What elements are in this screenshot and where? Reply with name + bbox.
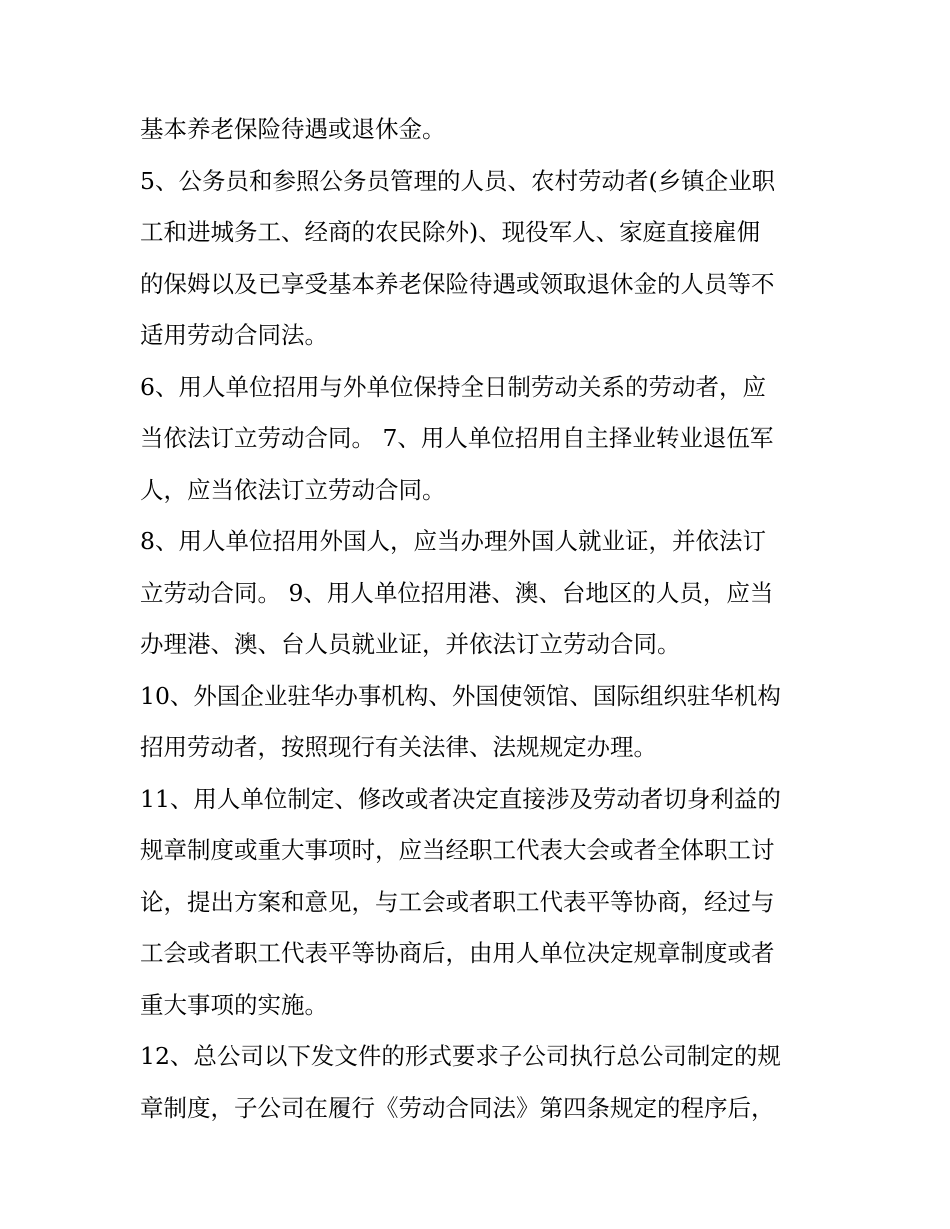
text-line: 论，提出方案和意见，与工会或者职工代表平等协商，经过与 [140, 887, 775, 916]
text-line: 10、外国企业驻华办事机构、外国使领馆、国际组织驻华机构 [140, 681, 781, 710]
text-line: 立劳动合同。 9、用人单位招用港、澳、台地区的人员，应当 [140, 578, 774, 607]
text-line: 的保姆以及已享受基本养老保险待遇或领取退休金的人员等不 [140, 269, 775, 298]
text-line: 重大事项的实施。 [140, 990, 328, 1019]
paragraph-1 [140, 104, 812, 156]
text-line: 11、用人单位制定、修改或者决定直接涉及劳动者切身利益的 [140, 784, 781, 813]
text-line: 当依法订立劳动合同。 7、用人单位招用自主择业转业退伍军 [140, 424, 774, 452]
paragraph-item-12 [140, 1031, 812, 1134]
paragraph-item-5 [140, 156, 812, 362]
text-line: 招用劳动者，按照现行有关法律、法规规定办理。 [140, 733, 657, 761]
text-line: 12、总公司以下发文件的形式要求子公司执行总公司制定的规 [140, 1042, 781, 1070]
text-line: 基本养老保险待遇或退休金。 [140, 115, 446, 143]
text-line: 规章制度或重大事项时，应当经职工代表大会或者全体职工讨 [140, 836, 775, 864]
text-line: 8、用人单位招用外国人，应当办理外国人就业证，并依法订 [140, 527, 766, 555]
text-line: 工会或者职工代表平等协商后，由用人单位决定规章制度或者 [140, 939, 775, 967]
text-line: 章制度，子公司在履行《劳动合同法》第四条规定的程序后， [140, 1093, 775, 1122]
paragraph-item-10 [140, 671, 812, 774]
paragraph-item-11 [140, 774, 812, 1032]
paragraph-item-6-7 [140, 362, 812, 517]
text-line: 5、公务员和参照公务员管理的人员、农村劳动者(乡镇企业职 [140, 166, 776, 195]
text-line: 6、用人单位招用与外单位保持全日制劳动关系的劳动者，应 [140, 372, 766, 401]
text-line: 办理港、澳、台人员就业证，并依法订立劳动合同。 [140, 630, 681, 658]
text-line: 人，应当依法订立劳动合同。 [140, 475, 446, 504]
document-body [140, 104, 812, 1134]
text-line: 适用劳动合同法。 [140, 321, 328, 349]
text-line: 工和进城务工、经商的农民除外)、现役军人、家庭直接雇佣 [140, 218, 761, 246]
paragraph-item-8-9 [140, 516, 812, 671]
